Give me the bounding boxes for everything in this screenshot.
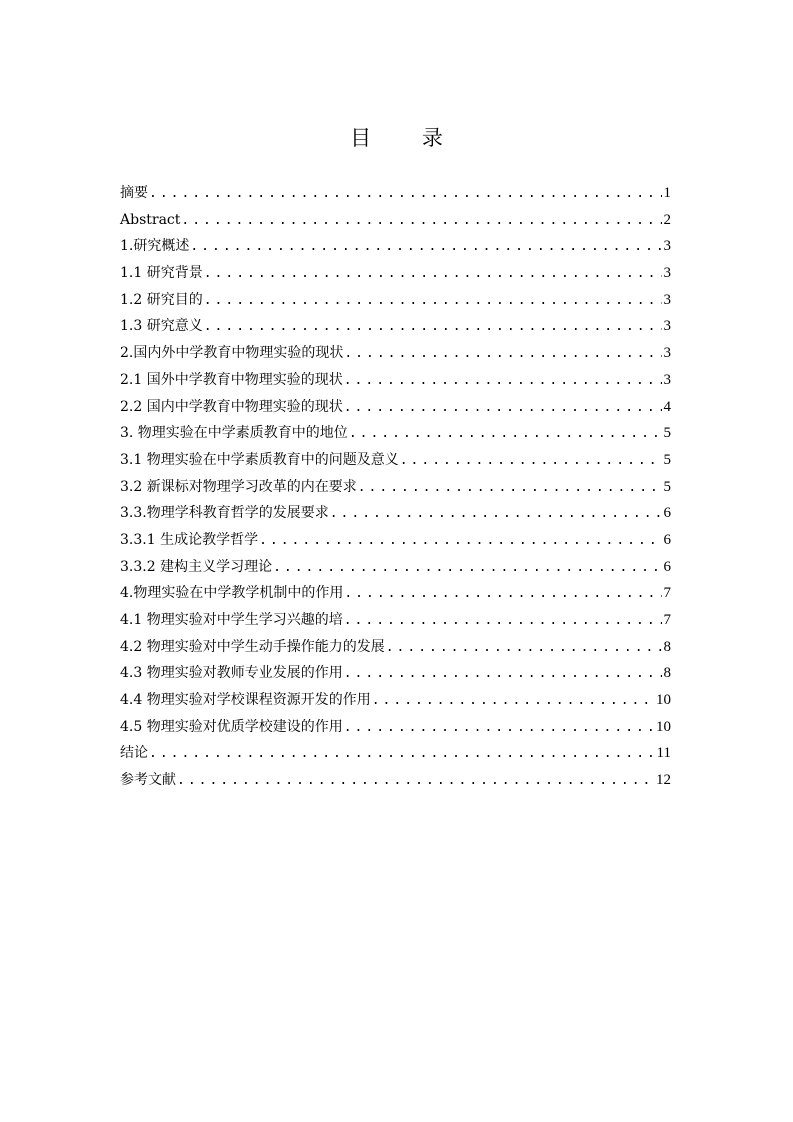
toc-entry[interactable]: [120, 660, 671, 687]
toc-entry[interactable]: [120, 260, 671, 287]
dot-leader: [372, 688, 654, 715]
toc-entry-label: 摘要: [120, 185, 148, 201]
page-title: 目 录: [350, 126, 465, 150]
toc-entry[interactable]: [120, 554, 671, 581]
toc-entry-page-number: 12: [656, 772, 671, 789]
dot-leader: [204, 314, 662, 341]
toc-entry-page-number: 5: [663, 478, 671, 495]
toc-entry[interactable]: [120, 714, 671, 741]
toc-entry-label: 1.研究概述: [120, 238, 190, 255]
toc-entry-page-number: 6: [663, 558, 671, 575]
dot-leader: [344, 608, 662, 635]
table-of-contents: [120, 180, 671, 794]
dot-leader: [400, 448, 662, 475]
toc-entry-label: 3.3.1 生成论教学哲学: [120, 531, 259, 548]
dot-leader: [330, 501, 662, 528]
toc-entry-label: 3.3.物理学科教育哲学的发展要求: [120, 505, 329, 522]
toc-entry-page-number: 10: [656, 718, 671, 735]
toc-entry-page-number: 4: [663, 398, 671, 415]
dot-leader: [344, 395, 662, 422]
dot-leader: [149, 181, 662, 208]
toc-entry[interactable]: [120, 313, 671, 340]
toc-entry[interactable]: [120, 634, 671, 661]
toc-entry-label: 3.2 新课标对物理学习改革的内在要求: [120, 478, 357, 495]
toc-entry[interactable]: [120, 580, 671, 607]
toc-entry-label: 4.1 物理实验对中学生学习兴趣的培: [120, 612, 343, 628]
toc-entry-page-number: 5: [663, 425, 671, 442]
toc-entry-page-number: 8: [663, 665, 671, 682]
dot-leader: [259, 528, 661, 555]
toc-entry[interactable]: [120, 287, 671, 314]
toc-entry[interactable]: [120, 687, 671, 714]
toc-entry-label: 1.1 研究背景: [120, 265, 203, 282]
toc-entry[interactable]: [120, 527, 671, 554]
toc-entry[interactable]: [120, 740, 671, 767]
toc-entry-page-number: 6: [663, 505, 671, 522]
toc-entry[interactable]: [120, 767, 671, 794]
toc-entry-page-number: 7: [663, 612, 671, 628]
dot-leader: [386, 635, 662, 662]
dot-leader: [344, 368, 662, 395]
dot-leader: [181, 208, 661, 235]
toc-entry[interactable]: [120, 607, 671, 634]
toc-entry-page-number: 1: [663, 185, 671, 201]
toc-entry[interactable]: [120, 367, 671, 394]
dot-leader: [358, 475, 662, 502]
dot-leader: [344, 715, 654, 742]
toc-entry-page-number: 7: [663, 585, 671, 602]
toc-entry[interactable]: [120, 233, 671, 260]
toc-entry-page-number: 3: [663, 291, 671, 308]
dot-leader: [204, 261, 662, 288]
dot-leader: [149, 741, 655, 768]
toc-entry-page-number: 3: [663, 345, 671, 362]
toc-entry-label: 4.4 物理实验对学校课程资源开发的作用: [120, 692, 371, 709]
toc-entry-label: 3. 物理实验在中学素质教育中的地位: [120, 425, 348, 442]
toc-entry-page-number: 3: [663, 238, 671, 255]
toc-entry[interactable]: [120, 340, 671, 367]
toc-entry-page-number: 3: [663, 318, 671, 335]
toc-entry-page-number: 10: [656, 692, 671, 709]
toc-entry-page-number: 8: [663, 638, 671, 655]
dot-leader: [344, 341, 661, 368]
toc-entry-label: 1.2 研究目的: [120, 291, 203, 308]
toc-entry-label: 4.3 物理实验对教师专业发展的作用: [120, 665, 343, 682]
toc-entry-label: 结论: [120, 745, 148, 762]
toc-entry-label: 3.3.2 建构主义学习理论: [120, 558, 273, 575]
toc-entry-page-number: 6: [663, 531, 671, 548]
toc-entry[interactable]: [120, 180, 671, 207]
toc-entry[interactable]: [120, 447, 671, 474]
toc-entry-label: 2.国内外中学教育中物理实验的现状: [120, 345, 344, 362]
dot-leader: [344, 661, 662, 688]
toc-entry-label: 2.2 国内中学教育中物理实验的现状: [120, 398, 343, 415]
toc-entry-label: 参考文献: [120, 772, 176, 789]
toc-entry-label: 2.1 国外中学教育中物理实验的现状: [120, 371, 343, 388]
dot-leader: [349, 421, 662, 448]
toc-entry-page-number: 3: [663, 265, 671, 282]
toc-entry-page-number: 11: [656, 745, 671, 762]
toc-entry[interactable]: [120, 394, 671, 421]
dot-leader: [190, 234, 661, 261]
toc-entry-label: 4.2 物理实验对中学生动手操作能力的发展: [120, 638, 385, 655]
toc-entry-page-number: 2: [663, 211, 671, 228]
dot-leader: [344, 581, 661, 608]
toc-entry-label: 4.物理实验在中学教学机制中的作用: [120, 585, 344, 602]
toc-entry-label: Abstract: [120, 211, 181, 228]
dot-leader: [273, 555, 661, 582]
toc-entry-label: 3.1 物理实验在中学素质教育中的问题及意义: [120, 451, 399, 468]
toc-entry-page-number: 5: [663, 451, 671, 468]
toc-entry-label: 1.3 研究意义: [120, 318, 203, 335]
dot-leader: [177, 768, 654, 795]
toc-entry-label: 4.5 物理实验对优质学校建设的作用: [120, 718, 343, 735]
dot-leader: [204, 288, 662, 315]
toc-entry[interactable]: [120, 420, 671, 447]
toc-entry[interactable]: [120, 474, 671, 501]
toc-entry-page-number: 3: [663, 371, 671, 388]
toc-entry[interactable]: [120, 500, 671, 527]
toc-entry[interactable]: [120, 207, 671, 234]
